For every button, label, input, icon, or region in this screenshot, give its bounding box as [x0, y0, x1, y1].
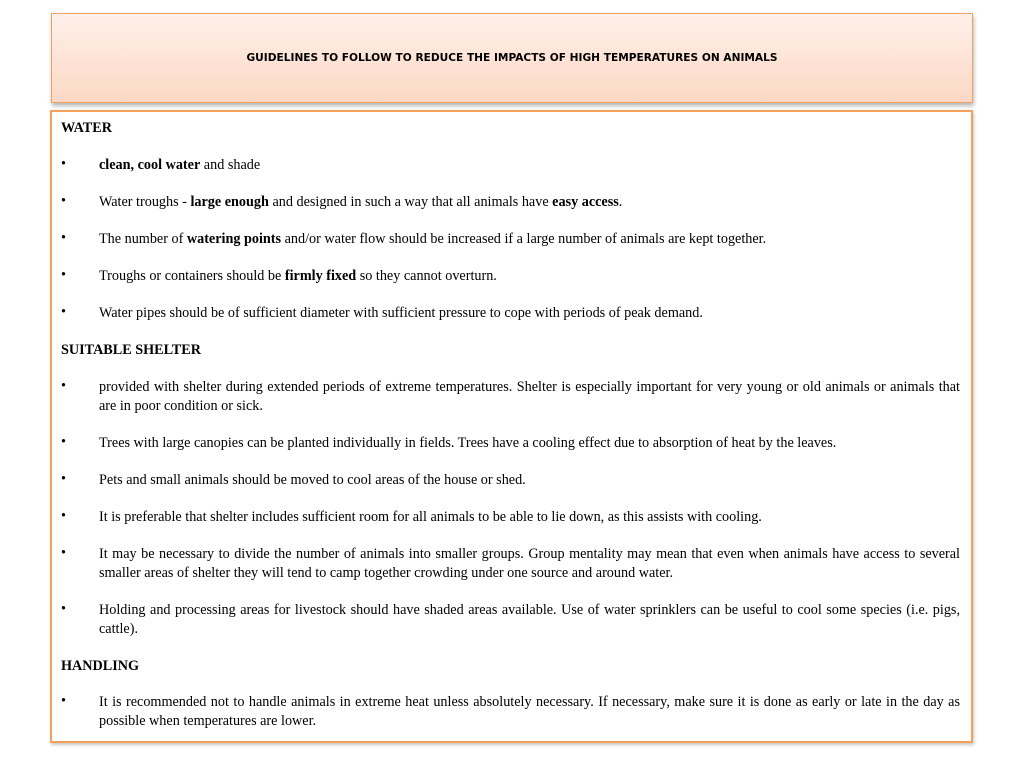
title-box — [51, 13, 973, 103]
content-box — [50, 110, 973, 743]
bullet-icon: • — [61, 378, 66, 394]
list-item — [61, 601, 960, 639]
list-item-text: It may be necessary to divide the number of animals into smaller groups. Group mentality may mean that even when animals have access to several smaller areas of shelter they will tend to camp together crowding under one source and around water. — [99, 546, 960, 581]
bullet-icon: • — [61, 693, 66, 709]
list-item-text: clean, cool water and shade — [99, 157, 261, 173]
bullet-icon: • — [61, 434, 66, 450]
list-item-text: Water pipes should be of sufficient diameter with sufficient pressure to cope with periods of peak demand. — [99, 305, 703, 321]
list-item — [61, 508, 960, 527]
bullet-icon: • — [61, 230, 66, 246]
list-item-text: It is preferable that shelter includes sufficient room for all animals to be able to lie down, as this assists with cooling. — [99, 509, 762, 525]
section-heading-handling: HANDLING — [61, 658, 140, 674]
list-item — [61, 230, 960, 249]
list-item-text: provided with shelter during extended periods of extreme temperatures. Shelter is especially important for very young or old animals or animals that are in poor condition or sick. — [99, 379, 960, 414]
list-item-text: Pets and small animals should be moved to cool areas of the house or shed. — [99, 472, 526, 488]
list-item-text: Holding and processing areas for livestock should have shaded areas available. Use of water sprinklers can be useful to cool some species (i.e. pigs, cattle). — [99, 602, 960, 637]
list-item-text: Water troughs - large enough and designed in such a way that all animals have easy access. — [99, 194, 623, 210]
list-item — [61, 193, 960, 212]
bullet-icon: • — [61, 267, 66, 283]
bullet-icon: • — [61, 601, 66, 617]
section-heading-shelter: SUITABLE SHELTER — [61, 342, 201, 358]
list-item — [61, 156, 960, 175]
list-item — [61, 693, 960, 731]
list-item-text: The number of watering points and/or water flow should be increased if a large number of animals are kept together. — [99, 231, 767, 247]
list-item — [61, 378, 960, 416]
list-item-text: Trees with large canopies can be planted individually in fields. Trees have a cooling effect due to absorption of heat by the leaves. — [99, 435, 837, 451]
slide-title: GUIDELINES TO FOLLOW TO REDUCE THE IMPACTS OF HIGH TEMPERATURES ON ANIMALS — [246, 52, 778, 64]
list-item-text: Troughs or containers should be firmly fixed so they cannot overturn. — [99, 268, 497, 284]
bullet-icon: • — [61, 545, 66, 561]
list-item-text: It is recommended not to handle animals in extreme heat unless absolutely necessary. If necessary, make sure it is done as early or late in the day as possible when temperatures are lower. — [99, 694, 960, 729]
list-item — [61, 434, 960, 453]
list-item — [61, 471, 960, 490]
bullet-icon: • — [61, 193, 66, 209]
bullet-icon: • — [61, 304, 66, 320]
bullet-icon: • — [61, 471, 66, 487]
list-item — [61, 267, 960, 286]
section-heading-water: WATER — [61, 120, 112, 136]
list-item — [61, 545, 960, 583]
bullet-icon: • — [61, 156, 66, 172]
list-item — [61, 304, 960, 323]
bullet-icon: • — [61, 508, 66, 524]
